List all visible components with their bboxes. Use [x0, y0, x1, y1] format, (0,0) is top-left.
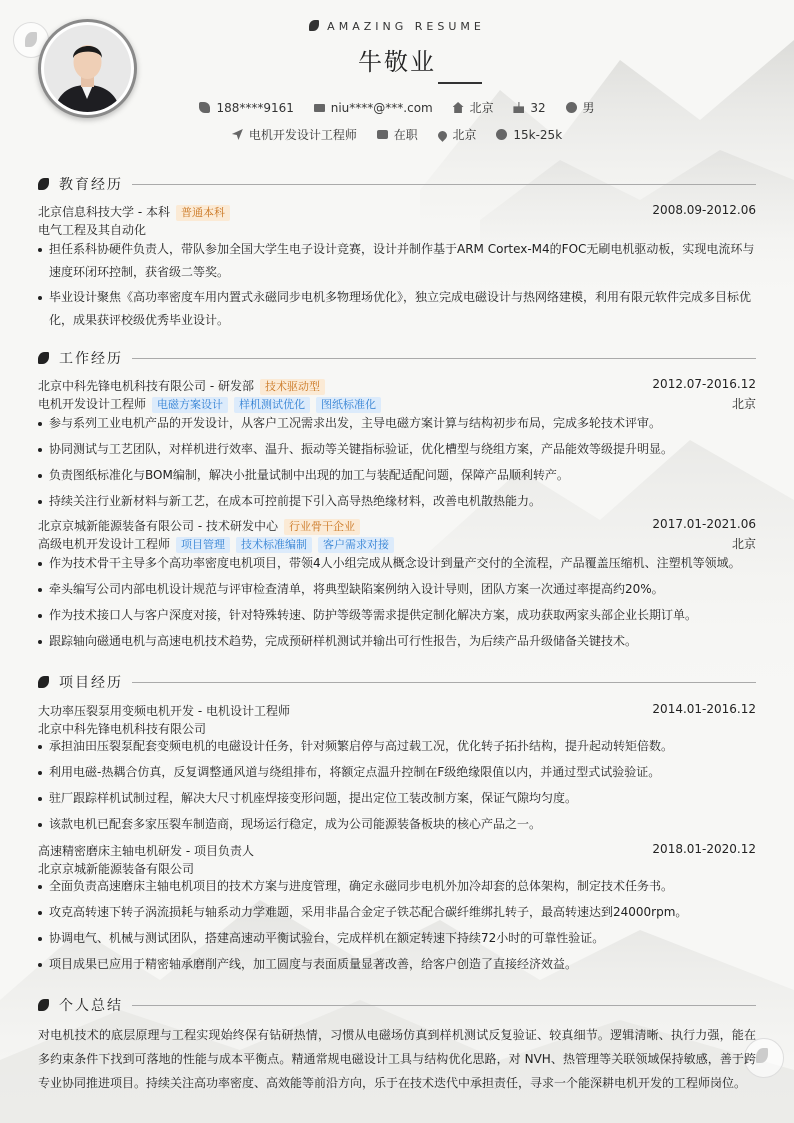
project-date: 2014.01-2016.12 — [652, 702, 756, 716]
list-item: 负责图纸标准化与BOM编制，解决小批量试制中出现的加工与装配适配问题，保障产品顺利转产。 — [38, 464, 756, 487]
target-city-info: 北京 — [438, 126, 477, 143]
skill-tag: 样机测试优化 — [234, 397, 310, 413]
section-work — [38, 348, 756, 368]
home-icon — [453, 102, 464, 113]
school-tag: 普通本科 — [176, 205, 230, 221]
section-summary — [38, 995, 756, 1015]
job-city: 北京 — [731, 537, 756, 551]
list-item: 该款电机已配套多家压裂车制造商，现场运行稳定，成为公司能源装备板块的核心产品之一。 — [38, 813, 756, 836]
list-item: 驻厂跟踪样机试制过程，解决大尺寸机座焊接变形问题，提出定位工装改制方案，保证气隙均匀度。 — [38, 787, 756, 810]
list-item: 项目成果已应用于精密轴承磨削产线，加工圆度与表面质量显著改善，给客户创造了直接经济效益。 — [38, 953, 756, 976]
list-item: 跟踪轴向磁通电机与高速电机技术趋势，完成预研样机测试并输出可行性报告，为后续产品升级储备关键技术。 — [38, 630, 756, 653]
section-title: 工作经历 — [59, 351, 123, 367]
job-tag: 技术驱动型 — [260, 379, 325, 395]
project-date: 2018.01-2020.12 — [652, 842, 756, 856]
list-item: 参与系列工业电机产品的开发设计，从客户工况需求出发，主导电磁方案计算与结构初步布局，完成多轮技术评审。 — [38, 412, 756, 435]
section-education — [38, 174, 756, 194]
list-item: 利用电磁-热耦合仿真，反复调整通风道与绕组排布，将额定点温升控制在F级绝缘限值以内，并通过型式试验验证。 — [38, 761, 756, 784]
gender-info: 男 — [566, 99, 595, 116]
list-item: 担任系科协硬件负责人，带队参加全国大学生电子设计竞赛，设计并制作基于ARM Cortex-M4的FOC无刷电机驱动板，实现电流环与速度环闭环控制，获省级二等奖。 — [38, 238, 756, 284]
money-icon — [496, 129, 507, 140]
briefcase-icon — [377, 130, 388, 139]
divider — [132, 682, 756, 683]
contact-info-row — [0, 99, 794, 116]
job-intent-row — [0, 126, 794, 143]
list-item: 毕业设计聚焦《高功率密度车用内置式永磁同步电机多物理场优化》，独立完成电磁设计与热网络建模，利用有限元软件完成多目标优化，成果获评校级优秀毕业设计。 — [38, 286, 756, 332]
job-status-info: 在职 — [377, 126, 418, 143]
project-company: 北京京城新能源装备有限公司 — [38, 862, 195, 876]
phone-icon — [199, 102, 210, 113]
leaf-icon — [38, 352, 49, 364]
list-item: 作为技术骨干主导多个高功率密度电机项目，带领4人小组完成从概念设计到量产交付的全流程，产品覆盖压缩机、注塑机等领域。 — [38, 552, 756, 575]
summary-text: 对电机技术的底层原理与工程实现始终保有钻研热情，习惯从电磁场仿真到样机测试反复验证、较真细节。逻辑清晰、执行力强，能在多约束条件下找到可落地的性能与成本平衡点。精通常规电磁设计工具与结构优化思路，对 NVH、热管理等关联领域保持敏感，善于跨专业协同推进项目。持续关注高功率密度、高效能等前沿方向，乐于在技术迭代中承担责任，寻求一个能深耕电机开发的工程师岗位。 — [38, 1028, 756, 1090]
cake-icon — [513, 102, 524, 113]
section-title: 个人总结 — [59, 998, 123, 1014]
location-info: 北京 — [453, 99, 494, 116]
section-title: 项目经历 — [59, 675, 123, 691]
location-pin-icon — [436, 129, 449, 142]
leaf-icon — [38, 178, 49, 190]
email-info: niu****@***.com — [314, 101, 433, 115]
send-icon — [232, 129, 243, 140]
education-header: 北京信息科技大学 - 本科 普通本科 2008.09-2012.06 — [38, 203, 756, 219]
target-position-info: 电机开发设计工程师 — [232, 126, 357, 143]
divider — [132, 1005, 756, 1006]
project-company: 北京中科先锋电机科技有限公司 — [38, 722, 207, 736]
list-item: 协调电气、机械与测试团队，搭建高速动平衡试验台，完成样机在额定转速下持续72小时的可靠性验证。 — [38, 927, 756, 950]
resume-tagline: AMAZING RESUME — [0, 20, 794, 33]
job-date: 2012.07-2016.12 — [652, 377, 756, 391]
job-date: 2017.01-2021.06 — [652, 517, 756, 531]
education-date: 2008.09-2012.06 — [652, 203, 756, 217]
section-projects — [38, 672, 756, 692]
skill-tag: 图纸标准化 — [316, 397, 381, 413]
leaf-icon — [38, 999, 49, 1011]
divider — [132, 358, 756, 359]
divider — [132, 184, 756, 185]
age-info: 32 — [513, 101, 545, 115]
project-header: 大功率压裂泵用变频电机开发 - 电机设计工程师 2014.01-2016.12 — [38, 702, 756, 718]
job-header: 北京京城新能源装备有限公司 - 技术研发中心 行业骨干企业 2017.01-2021.06 — [38, 517, 756, 533]
list-item: 全面负责高速磨床主轴电机项目的技术方案与进度管理，确定永磁同步电机外加冷却套的总体架构，制定技术任务书。 — [38, 875, 756, 898]
job-header: 北京中科先锋电机科技有限公司 - 研发部 技术驱动型 2012.07-2016.12 — [38, 377, 756, 393]
list-item: 攻克高转速下转子涡流损耗与轴系动力学难题，采用非晶合金定子铁芯配合碳纤维绑扎转子，最高转速达到24000rpm。 — [38, 901, 756, 924]
list-item: 承担油田压裂泵配套变频电机的电磁设计任务，针对频繁启停与高过载工况，优化转子拓扑结构，提升起动转矩倍数。 — [38, 735, 756, 758]
section-title: 教育经历 — [59, 177, 123, 193]
job-city: 北京 — [731, 397, 756, 411]
mail-icon — [314, 104, 325, 112]
project-header: 高速精密磨床主轴电机研发 - 项目负责人 2018.01-2020.12 — [38, 842, 756, 858]
list-item: 牵头编写公司内部电机设计规范与评审检查清单，将典型缺陷案例纳入设计导则，团队方案一次通过率提高约20%。 — [38, 578, 756, 601]
candidate-name: 牛敬业 — [358, 48, 436, 76]
education-major: 电气工程及其自动化 — [38, 223, 147, 237]
name-underline — [438, 82, 482, 84]
gender-icon — [566, 102, 577, 113]
skill-tag: 客户需求对接 — [318, 537, 394, 553]
list-item: 持续关注行业新材料与新工艺，在成本可控前提下引入高导热绝缘材料，改善电机散热能力。 — [38, 490, 756, 513]
job-tag: 行业骨干企业 — [284, 519, 360, 535]
list-item: 作为技术接口人与客户深度对接，针对特殊转速、防护等级等需求提供定制化解决方案，成功获取两家头部企业长期订单。 — [38, 604, 756, 627]
skill-tag: 项目管理 — [176, 537, 230, 553]
job-role-row: 电机开发设计工程师 电磁方案设计 样机测试优化 图纸标准化 北京 — [38, 397, 756, 411]
job-role-row: 高级电机开发设计工程师 项目管理 技术标准编制 客户需求对接 北京 — [38, 537, 756, 551]
skill-tag: 技术标准编制 — [236, 537, 312, 553]
skill-tag: 电磁方案设计 — [152, 397, 228, 413]
leaf-icon — [309, 20, 319, 31]
phone-info: 188****9161 — [199, 101, 293, 115]
salary-info: 15k-25k — [496, 128, 562, 142]
list-item: 协同测试与工艺团队，对样机进行效率、温升、振动等关键指标验证，优化槽型与绕组方案，产品能效等级提升明显。 — [38, 438, 756, 461]
leaf-icon — [38, 676, 49, 688]
